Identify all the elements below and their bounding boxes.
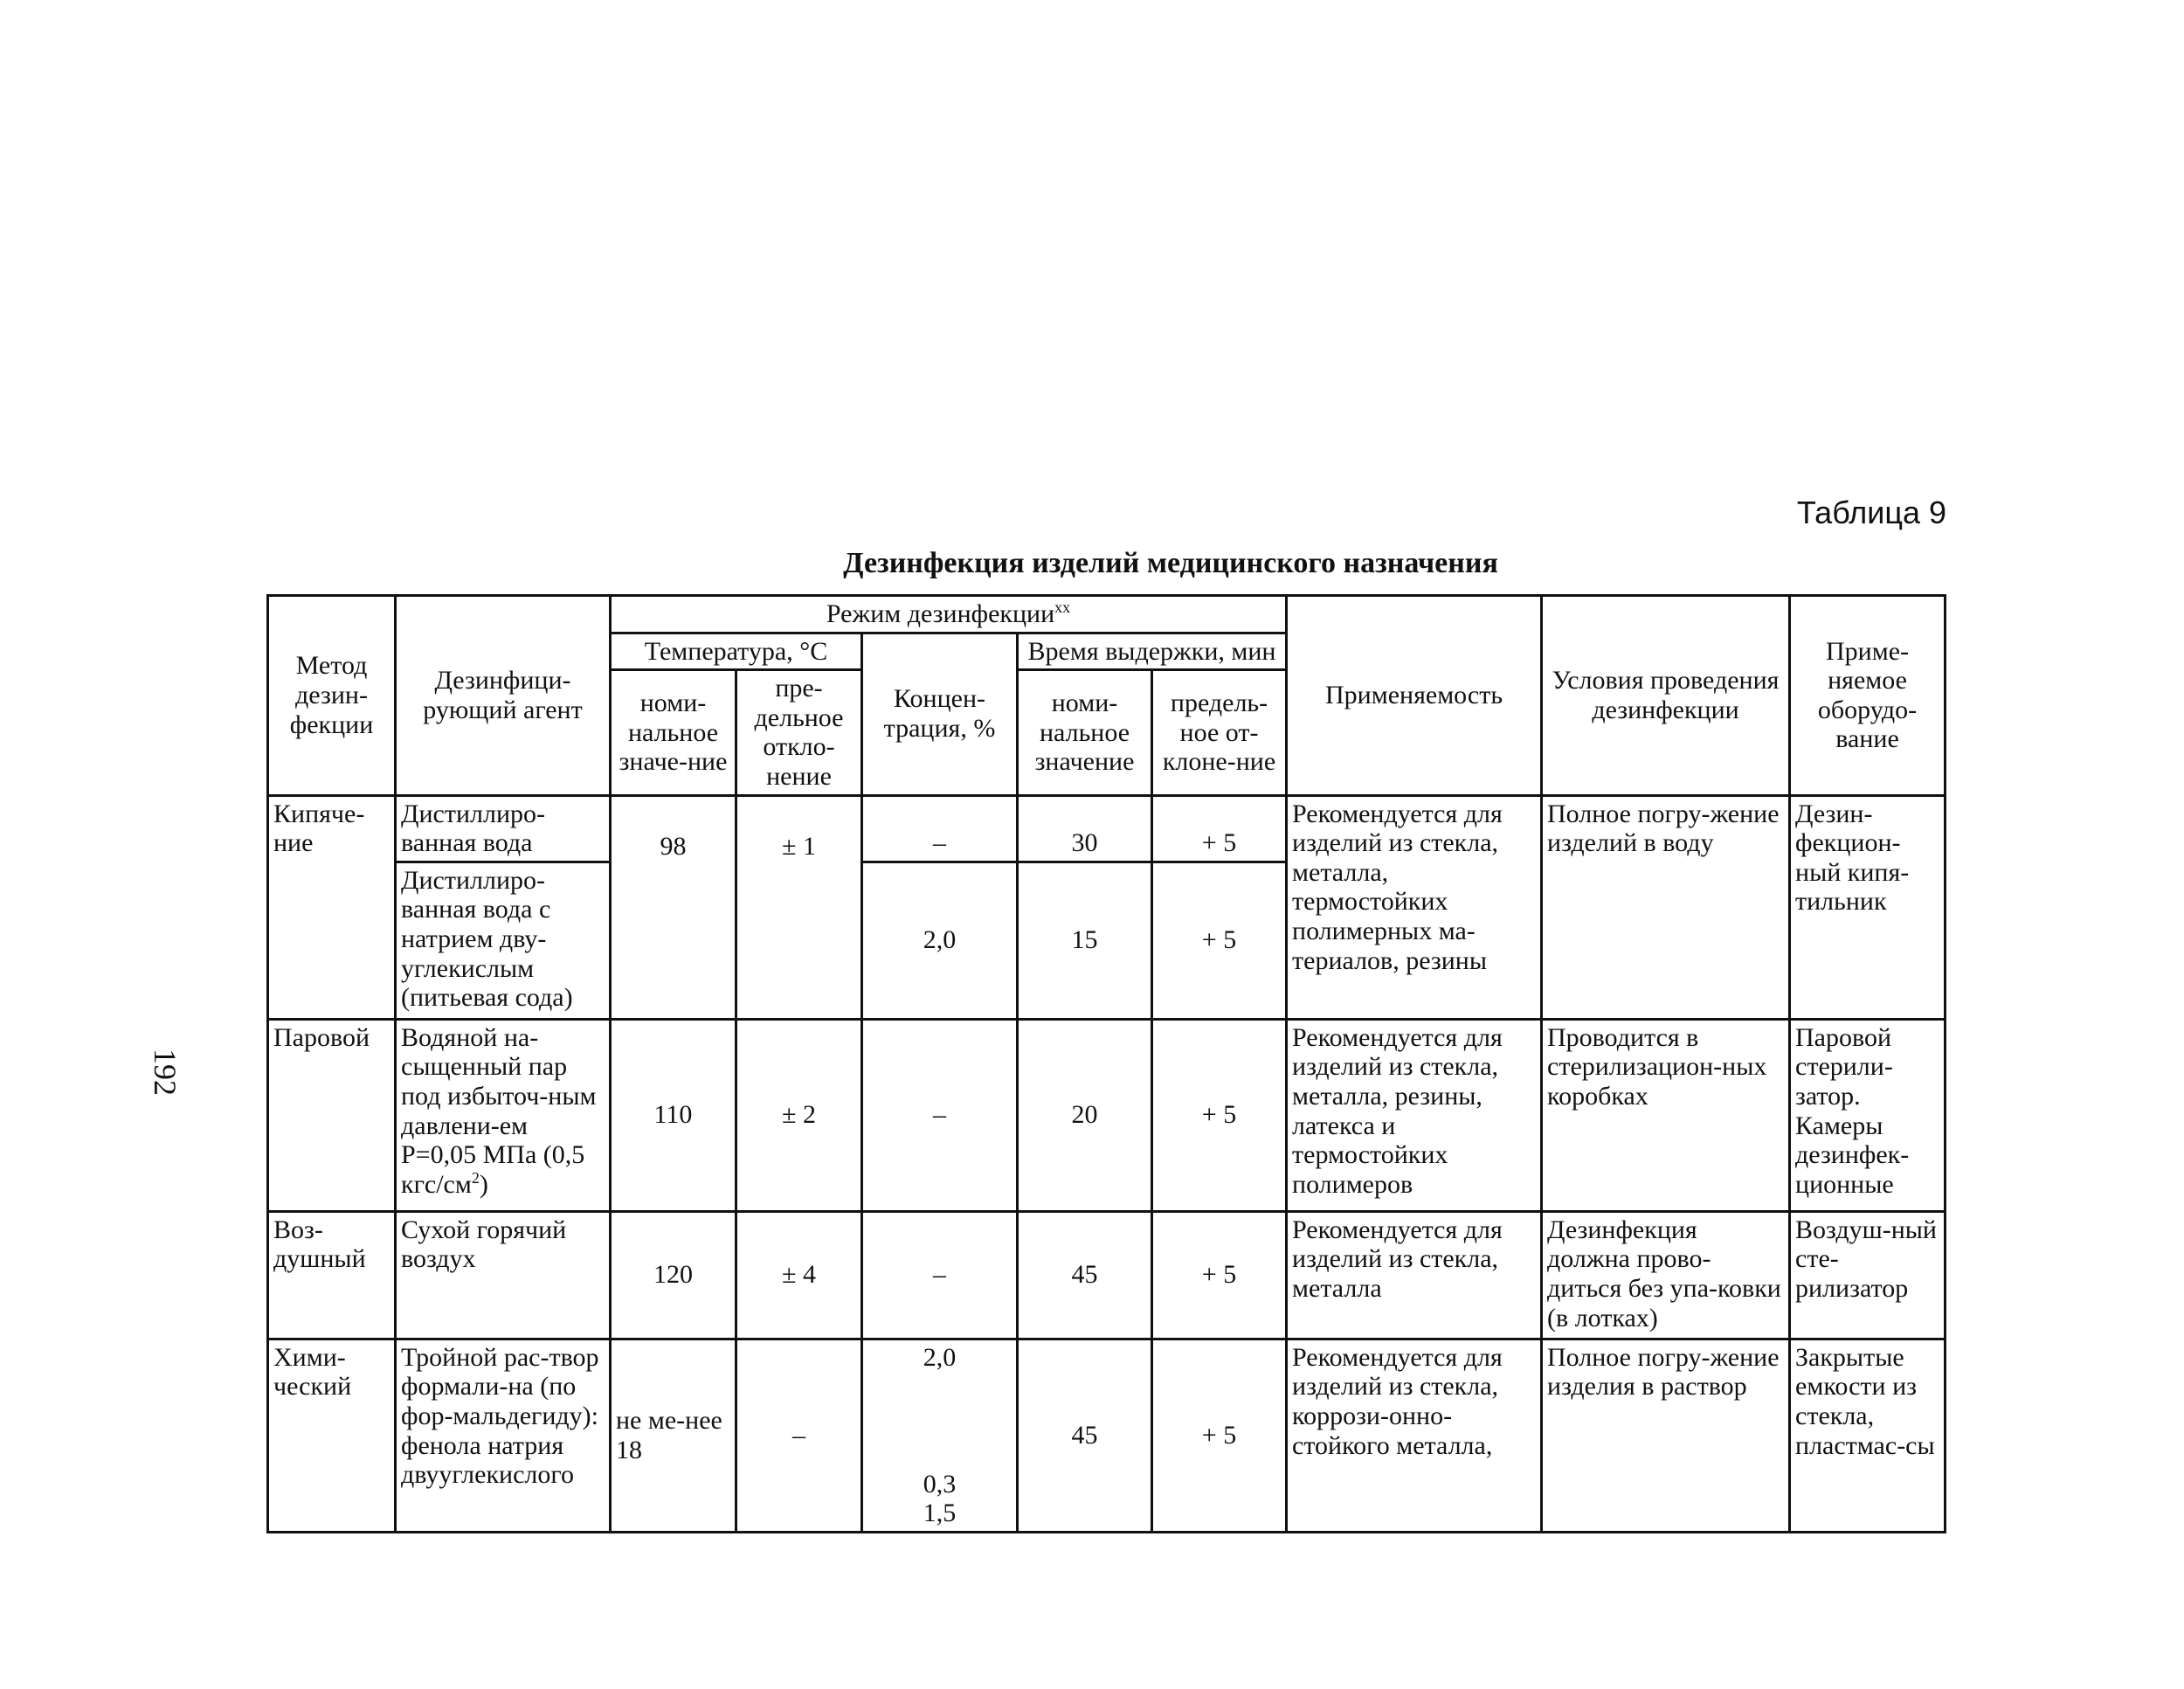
header-time: Время выдержки, мин [1018,633,1287,670]
header-temp-deviation: пре-дельное откло-нение [736,670,862,795]
header-time-deviation: предель-ное от-клоне-ние [1152,670,1287,795]
header-regime-sup: xx [1054,599,1071,616]
table-row [268,795,1946,862]
table-row [268,1211,1946,1339]
cell-conditions: Проводится в стерилизацион-ных коробках [1542,1019,1790,1211]
cell-temp-nominal: 120 [611,1211,736,1339]
header-applicability: Применяемость [1287,596,1542,796]
cell-conditions: Полное погру-жение изделий в воду [1542,795,1790,1019]
cell-applicability: Рекомендуется для изделий из стекла, коррози-онно-стойкого металла, [1287,1339,1542,1532]
header-conditions: Условия проведения дезинфекции [1542,596,1790,796]
cell-time-nominal: 20 [1018,1019,1152,1211]
cell-applicability: Рекомендуется для изделий из стекла, металла [1287,1211,1542,1339]
cell-concentration: – [862,1019,1018,1211]
cell-time-nominal: 45 [1018,1339,1152,1532]
cell-time-deviation: + 5 [1152,795,1287,862]
cell-time-deviation: + 5 [1152,1211,1287,1339]
header-temp-nominal: номи-нальное значе-ние [611,670,736,795]
cell-temp-deviation: ± 4 [736,1211,862,1339]
cell-agent-sup: 2 [471,1168,480,1187]
cell-concentration [862,1339,1018,1532]
header-temperature: Температура, °С [611,633,862,670]
cell-time-deviation: + 5 [1152,1339,1287,1532]
table-row [268,1339,1946,1532]
cell-agent: Сухой горячий воздух [396,1211,611,1339]
table-label: Таблица 9 [1796,495,1946,530]
disinfection-table [266,594,1946,1533]
header-time-nominal: номи-нальное значение [1018,670,1152,795]
cell-method: Паровой [268,1019,396,1211]
conc-phenol: 0,3 [923,1469,957,1499]
header-concentration: Концен-трация, % [862,633,1018,795]
header-agent: Дезинфици-рующий агент [396,596,611,796]
cell-applicability: Рекомендуется для изделий из стекла, металла, термостойких полимерных ма-териалов, резины [1287,795,1542,1019]
header-equipment: Приме-няемое оборудо-вание [1790,596,1946,796]
cell-method: Воз-душный [268,1211,396,1339]
cell-equipment: Дезин-фекцион-ный кипя-тильник [1790,795,1946,1019]
cell-equipment: Паровой стерили-затор. Камеры дезинфек-ционные [1790,1019,1946,1211]
conc-soda: 1,5 [923,1499,957,1528]
cell-time-nominal: 45 [1018,1211,1152,1339]
cell-temp-nominal: 98 [611,795,736,1019]
cell-time-nominal: 30 [1018,795,1152,862]
cell-agent [396,1019,611,1211]
cell-temp-nominal: не ме-нее 18 [611,1339,736,1532]
header-method: Метод дезин-фекции [268,596,396,796]
cell-applicability: Рекомендуется для изделий из стекла, металла, резины, латекса и термостойких полимеров [1287,1019,1542,1211]
table-title: Дезинфекция изделий медицинского назначения [843,547,1498,579]
cell-time-deviation: + 5 [1152,1019,1287,1211]
cell-temp-deviation: ± 1 [736,795,862,1019]
cell-concentration: – [862,1211,1018,1339]
cell-time-nominal: 15 [1018,862,1152,1019]
cell-agent: Дистиллиро-ванная вода [396,795,611,862]
cell-equipment: Закрытые емкости из стекла, пластмас-сы [1790,1339,1946,1532]
cell-method: Хими-ческий [268,1339,396,1532]
header-regime-text: Режим дезинфекции [826,599,1055,628]
cell-equipment: Воздуш-ный сте-рилизатор [1790,1211,1946,1339]
page-number: 192 [148,1049,183,1096]
cell-conditions: Дезинфекция должна прово-диться без упа-ковки (в лотках) [1542,1211,1790,1339]
cell-temp-deviation: ± 2 [736,1019,862,1211]
cell-agent: Дистиллиро-ванная вода с натрием дву-углекислым (питьевая сода) [396,862,611,1019]
cell-concentration: – [862,795,1018,862]
cell-temp-nominal: 110 [611,1019,736,1211]
cell-agent-text: Водяной на-сыщенный пар под избыточ-ным давлени-ем Р=0,05 МПа (0,5 кгс/см [401,1022,597,1199]
cell-temp-deviation: – [736,1339,862,1532]
cell-time-deviation: + 5 [1152,862,1287,1019]
cell-agent-tail: ) [479,1169,488,1199]
conc-formalin: 2,0 [923,1342,957,1372]
cell-conditions: Полное погру-жение изделия в раствор [1542,1339,1790,1532]
header-regime [611,596,1287,633]
cell-method: Кипяче-ние [268,795,396,1019]
table-row [268,1019,1946,1211]
cell-concentration: 2,0 [862,862,1018,1019]
header-row-1 [268,596,1946,633]
cell-agent: Тройной рас-твор формали-на (по фор-мальдегиду): фенола натрия двууглекислого [396,1339,611,1532]
